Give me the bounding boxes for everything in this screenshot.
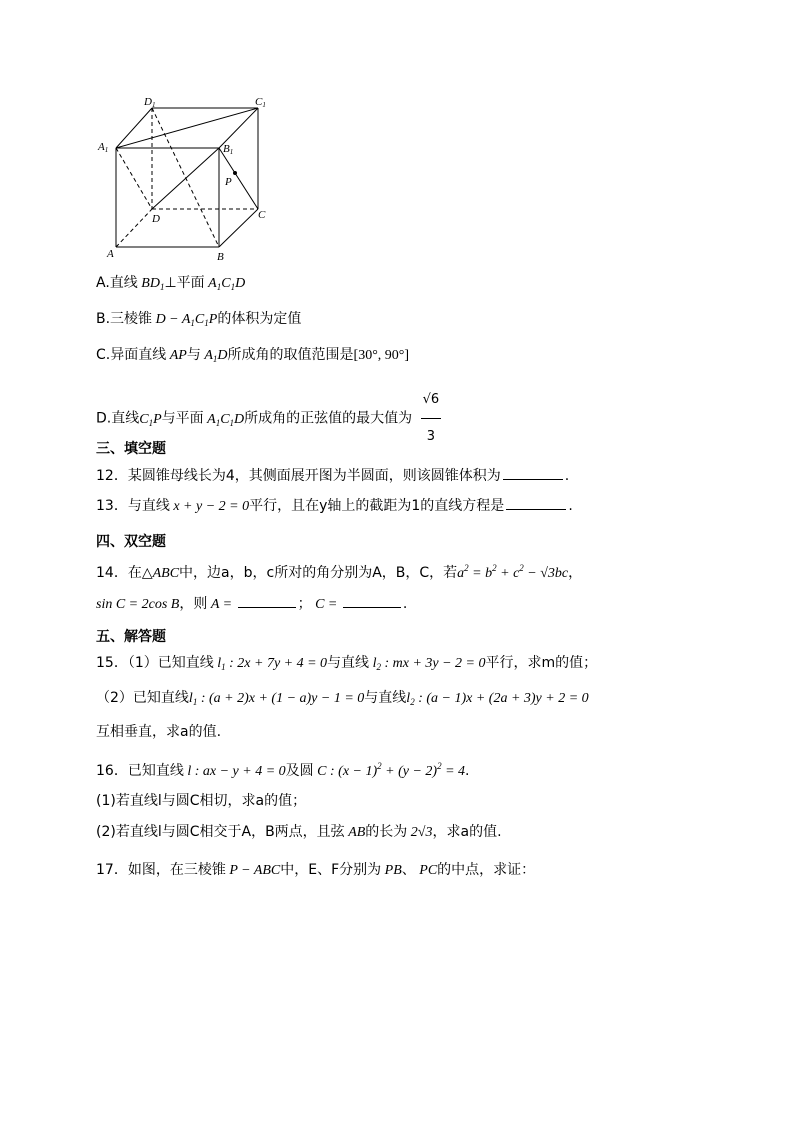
question-16-part2: (2)若直线l与圆C相交于A，B两点，且弦 AB的长为 2√3，求a的值.: [96, 824, 502, 840]
label-d: D: [152, 213, 160, 225]
section-solve: 五、解答题: [96, 629, 166, 645]
cube-figure: [95, 92, 280, 267]
edge-ad: [116, 209, 152, 247]
point-p: [233, 171, 237, 175]
question-15-part3: 互相垂直，求a的值.: [96, 724, 222, 740]
label-a1: A1: [98, 141, 109, 154]
option-c: C.异面直线 AP与 $A_1D$所成角的取值范围是[30°, 90°]: [96, 347, 410, 364]
option-a: A.直线 $BD_1\perp$平面 $A_1C_1D$: [96, 275, 246, 292]
question-15-part2: （2）已知直线$l_1$ : (a + 2)x + (1 − a)y − 1 = 0与直线$l_2$ : (a − 1)x + (2a + 3)y + 2 = 0: [96, 690, 589, 707]
question-14-line2: sin C = 2cos B，则 A = ； C = .: [96, 596, 408, 612]
section-fill-in: 三、填空题: [96, 441, 166, 457]
question-14-line1: 14．在△ABC中，边a，b，c所对的角分别为A，B，C，若$a^2 = b^2 + c^2 - √3bc$，: [96, 563, 583, 581]
question-16: 16．已知直线 l : ax − y + 4 = 0及圆 C : $(x - 1)^2 + (y - 2)^2 = 4$.: [96, 761, 470, 779]
option-d: D.直线$C_1P$与平面 $A_1C_1D$所成角的正弦值的最大值为 $\frac{√6}{3}$: [96, 382, 441, 455]
label-c: C: [258, 209, 266, 221]
question-17: 17．如图，在三棱锥 P − ABC中，E、F分别为 PB、 PC的中点，求证：: [96, 862, 536, 878]
edge-db1: [152, 148, 219, 209]
option-b: B.三棱锥 $D - A_1C_1P$的体积为定值: [96, 311, 302, 328]
edge-a1d: [116, 148, 152, 209]
section-double-blank: 四、双空题: [96, 534, 166, 550]
label-b1: B1: [223, 143, 234, 156]
label-c1: C1: [255, 96, 266, 109]
question-12: 12．某圆锥母线长为4，其侧面展开图为半圆面，则该圆锥体积为 .: [96, 468, 570, 484]
label-a: A: [107, 248, 114, 260]
question-13: 13．与直线 x + y − 2 = 0平行，且在y轴上的截距为1的直线方程是 .: [96, 498, 573, 514]
label-b: B: [217, 251, 224, 263]
fraction-sqrt6-over-3: $\frac{√6}{3}$: [421, 382, 442, 455]
label-p: P: [225, 176, 232, 188]
label-d1: D1: [144, 96, 156, 109]
question-16-part1: (1)若直线l与圆C相切，求a的值；: [96, 793, 307, 809]
question-15-part1: 15．（1）已知直线 $l_1$ : 2x + 7y + 4 = 0与直线 $l_2$ : mx + 3y − 2 = 0平行，求m的值；: [96, 655, 598, 672]
